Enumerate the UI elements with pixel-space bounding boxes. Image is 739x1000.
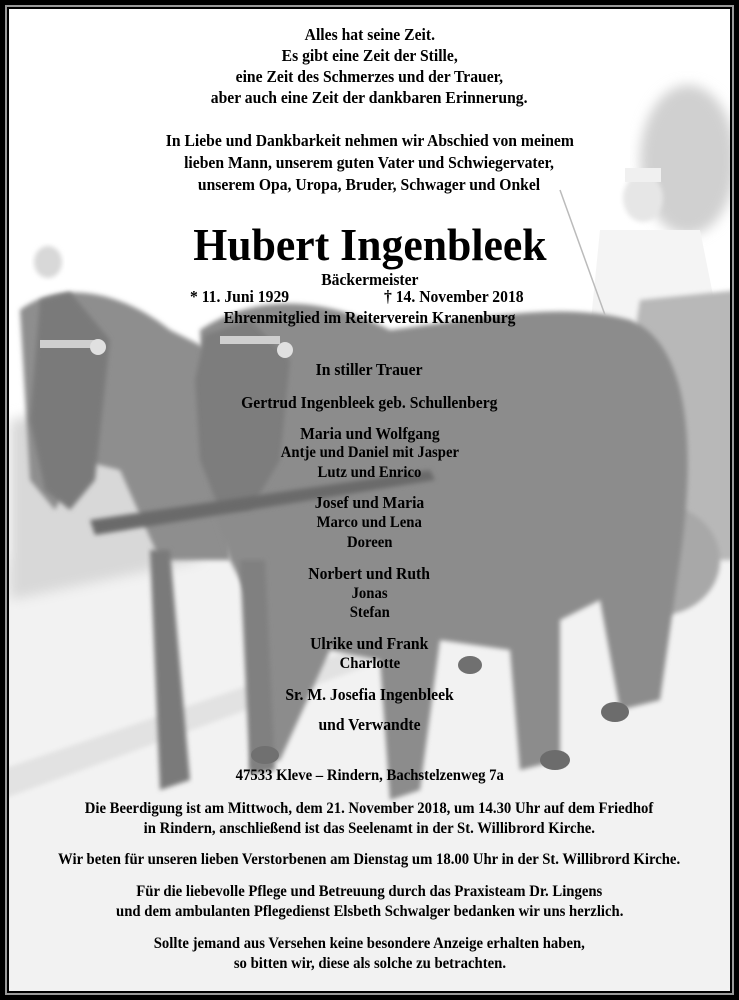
mourner-family: Antje und Daniel mit Jasper (280, 444, 459, 461)
poem-line: aber auch eine Zeit der dankbaren Erinnerung. (211, 88, 528, 107)
mourner-family: Jonas (351, 585, 388, 602)
mourner-family: Lutz und Enrico (317, 464, 422, 481)
mourner-family: Maria und Wolfgang (299, 424, 440, 443)
poem-line: eine Zeit des Schmerzes und der Trauer, (235, 67, 504, 86)
farewell-line: unserem Opa, Uropa, Bruder, Schwager und Onkel (198, 175, 541, 194)
prayer-info: Wir beten für unseren lieben Verstorbenen am Dienstag um 18.00 Uhr in der St. Willibrord Kirche. (58, 851, 681, 868)
poem-line: Es gibt eine Zeit der Stille, (281, 46, 458, 65)
thanks-line: Für die liebevolle Pflege und Betreuung durch das Praxisteam Dr. Lingens (136, 883, 603, 900)
deceased-name: Hubert Ingenbleek (192, 219, 547, 270)
mourner-family: Ulrike und Frank (310, 634, 429, 653)
closing-line: Sollte jemand aus Versehen keine besondere Anzeige erhalten haben, (153, 935, 586, 952)
mourners-heading: In stiller Trauer (316, 360, 423, 379)
mourner-family: Stefan (349, 604, 390, 621)
mourner-relatives: und Verwandte (318, 715, 421, 734)
mourner-family: Norbert und Ruth (308, 564, 431, 583)
death-date: † 14. November 2018 (384, 287, 524, 306)
funeral-info: in Rindern, anschließend ist das Seelenamt in der St. Willibrord Kirche. (143, 820, 596, 837)
family-address: 47533 Kleve – Rindern, Bachstelzenweg 7a (235, 767, 504, 784)
deceased-honor: Ehrenmitglied im Reiterverein Kranenburg (223, 308, 516, 327)
mourner-spouse: Gertrud Ingenbleek geb. Schullenberg (241, 393, 498, 412)
mourner-family: Marco und Lena (316, 514, 423, 531)
poem-line: Alles hat seine Zeit. (304, 25, 435, 44)
thanks-line: und dem ambulanten Pflegedienst Elsbeth Schwalger bedanken wir uns herzlich. (115, 903, 624, 920)
closing-line: so bitten wir, diese als solche zu betrachten. (233, 955, 506, 972)
mourner-family: Josef und Maria (314, 493, 425, 512)
birth-date: * 11. Juni 1929 (190, 287, 290, 306)
farewell-line: lieben Mann, unserem guten Vater und Schwiegervater, (184, 153, 555, 172)
farewell-line: In Liebe und Dankbarkeit nehmen wir Abschied von meinem (165, 131, 574, 150)
mourner-family: Doreen (346, 534, 393, 551)
deceased-profession: Bäckermeister (320, 270, 419, 289)
mourner-family: Charlotte (339, 655, 400, 672)
funeral-info: Die Beerdigung ist am Mittwoch, dem 21. November 2018, um 14.30 Uhr auf dem Friedhof (85, 800, 654, 817)
mourner-sister: Sr. M. Josefia Ingenbleek (285, 685, 454, 704)
